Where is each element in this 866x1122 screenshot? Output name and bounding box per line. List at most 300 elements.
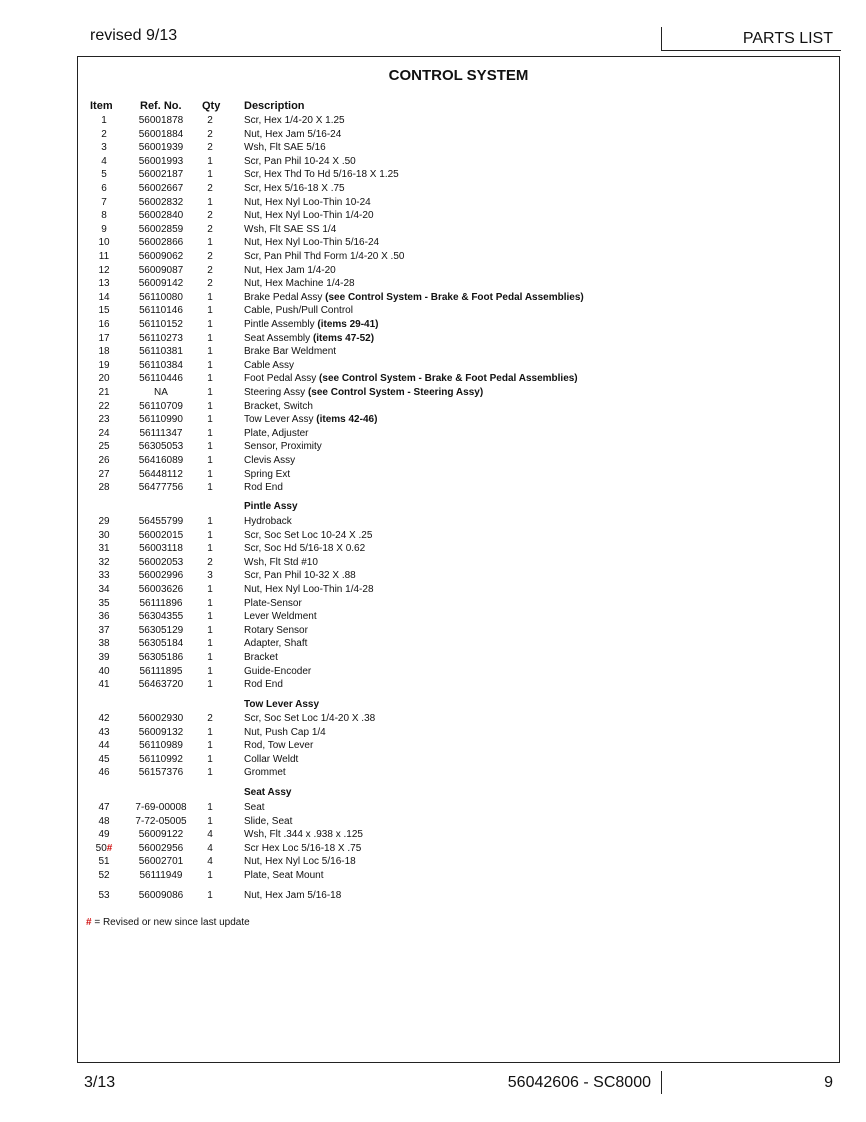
item-number [78,427,130,440]
page-frame [77,56,840,1063]
item-number-value: 31 [98,543,110,555]
description-text: Nut, Hex Machine 1/4-28 [244,278,355,290]
ref-number: 56002996 [138,570,184,582]
description-text: Scr, Soc Hd 5/16-18 X 0.62 [244,543,366,555]
quantity: 1 [207,611,213,623]
quantity: 4 [207,856,213,868]
description-text: Rod, Tow Lever [244,740,314,752]
ref-number: 56110446 [139,373,183,385]
description [244,665,311,678]
table-row [78,209,839,222]
ref-number: 56002866 [138,237,184,249]
quantity: 1 [207,332,213,344]
quantity: 2 [207,115,213,126]
description [244,440,322,453]
col-header-qty: Qty [202,100,221,112]
description [244,815,292,828]
quantity: 2 [207,713,213,724]
item-number-value: 17 [98,332,110,344]
ref-number: 56002832 [138,196,184,208]
quantity: 1 [207,726,213,738]
quantity: 1 [207,414,213,426]
table-row [78,610,839,623]
description [244,223,336,236]
table-row [78,815,839,828]
item-number [78,529,130,542]
item-number [78,665,130,678]
quantity: 2 [207,223,213,235]
ref-number: 56305184 [138,638,184,650]
ref-number: 56110146 [139,305,183,317]
description [244,569,356,582]
item-number [78,236,130,249]
table-row [78,454,839,467]
item-number [78,345,130,358]
item-number [78,889,130,902]
table-row [78,556,839,569]
item-number-value: 8 [101,210,107,222]
description [244,842,361,855]
description [244,583,374,596]
quantity: 1 [207,482,213,494]
quantity: 4 [207,829,213,841]
item-number-value: 5 [101,169,107,181]
table-row [78,318,839,331]
quantity: 1 [207,373,213,385]
description-text: Hydroback [244,516,292,527]
item-number-value: 30 [98,529,110,541]
ref-number: 56002956 [138,842,184,854]
ref-number: 7-72-05005 [135,815,187,827]
description [244,345,336,358]
item-number-value: 34 [98,584,110,595]
item-number [78,556,130,569]
item-number [78,766,130,779]
description [244,155,356,168]
description-text: Nut, Hex Nyl Loc 5/16-18 [244,856,356,868]
item-number [78,753,130,766]
description-text: Grommet [244,767,286,779]
table-row [78,440,839,453]
ref-number: 56003118 [139,543,183,555]
item-number [78,468,130,481]
description [244,359,294,372]
quantity: 2 [207,278,213,290]
item-number [78,842,130,855]
ref-number: 7-69-00008 [135,802,187,813]
item-number-value: 40 [98,665,110,677]
ref-number: 56416089 [138,455,184,466]
table-row [78,236,839,249]
ref-number: 56002701 [138,856,184,868]
description [244,739,313,752]
section-heading: Pintle Assy [244,501,298,512]
description-text: Plate, Seat Mount [244,870,324,881]
description [244,678,283,691]
quantity: 1 [207,387,213,398]
description [244,250,404,263]
description-text: Scr, Hex 1/4-20 X 1.25 [244,115,345,126]
item-number [78,209,130,222]
table-row [78,515,839,528]
table-row [78,583,839,596]
quantity: 1 [207,319,213,330]
item-number-value: 36 [98,611,110,623]
quantity: 2 [207,556,213,568]
ref-number: 56110989 [139,740,183,752]
item-number [78,869,130,882]
quantity: 1 [207,597,213,609]
quantity: 1 [207,890,213,901]
table-row [78,726,839,739]
item-number [78,141,130,154]
quantity: 1 [207,237,213,249]
description-text: Lever Weldment [244,611,317,623]
quantity: 1 [207,359,213,371]
description [244,726,326,739]
quantity: 1 [207,516,213,527]
revised-mark: # [106,842,113,854]
quantity: 1 [207,815,213,827]
item-number-value: 27 [98,468,110,480]
quantity: 1 [207,740,213,752]
description [244,128,341,141]
description-text: Cable Assy [244,359,295,371]
table-row [78,182,839,195]
quantity: 1 [207,624,213,636]
description [244,236,379,249]
description-text: Bracket [244,652,278,663]
item-number [78,291,130,304]
ref-number: 56110990 [139,414,183,426]
quantity: 2 [207,210,213,222]
section-heading: Tow Lever Assy [244,699,320,710]
quantity: 1 [207,665,213,677]
section-label: PARTS LIST [742,30,833,47]
table-row [78,427,839,440]
quantity: 4 [207,842,213,854]
item-number [78,400,130,413]
quantity: 1 [207,802,213,813]
item-number [78,678,130,691]
legend-text: = Revised or new since last update [91,917,250,928]
item-number-value: 35 [98,597,110,609]
description-text: Scr, Pan Phil 10-32 X .88 [244,570,356,582]
description [244,264,336,277]
item-number-value: 24 [98,427,110,439]
footer-doc-number: 56042606 - SC8000 [507,1074,651,1091]
item-number [78,277,130,290]
item-number-value: 53 [98,890,110,901]
item-number-value: 2 [101,128,107,140]
description [244,413,377,426]
table-row [78,155,839,168]
item-number-value: 42 [98,713,110,724]
item-number [78,597,130,610]
quantity: 1 [207,679,213,691]
ref-number: NA [154,387,168,398]
description [244,712,375,725]
ref-number: 56110709 [139,400,183,412]
item-number [78,801,130,814]
description-note: (see Control System - Steering Assy) [307,387,484,398]
item-number-value: 22 [98,400,110,412]
ref-number: 56001884 [138,128,184,140]
item-number-value: 15 [98,305,110,317]
description-text: Nut, Hex Jam 1/4-20 [244,264,336,276]
table-row [78,264,839,277]
item-number [78,114,130,127]
ref-number: 56463720 [138,679,184,691]
item-number-value: 38 [98,638,110,650]
description-text: Scr, Pan Phil 10-24 X .50 [244,155,356,167]
description-text: Scr, Pan Phil Thd Form 1/4-20 X .50 [244,251,405,262]
col-header-item: Item [90,100,113,112]
item-number-value: 44 [98,740,110,752]
description-text: Nut, Hex Jam 5/16-18 [244,890,342,901]
ref-number: 56305129 [138,624,184,636]
header-underline [661,50,841,51]
item-number-value: 52 [98,870,110,881]
description-text: Tow Lever Assy [244,414,314,426]
ref-number: 56111347 [139,427,183,439]
item-number-value: 45 [98,753,110,765]
table-row [78,196,839,209]
description [244,481,283,494]
description [244,427,308,440]
quantity: 2 [207,128,213,140]
item-number [78,855,130,868]
description-text: Rod End [244,482,283,494]
description-text: Clevis Assy [244,455,296,466]
table-row [78,114,839,127]
description [244,114,345,127]
item-number-value: 21 [98,387,110,398]
ref-number: 56110080 [139,291,183,303]
item-number-value: 10 [98,237,110,249]
footer-divider [661,1071,662,1094]
item-number [78,128,130,141]
item-number [78,386,130,399]
parts-table [78,57,839,1062]
ref-number: 56110384 [139,359,183,371]
table-row [78,624,839,637]
item-number [78,624,130,637]
section-heading: Seat Assy [244,787,292,798]
description-text: Brake Pedal Assy [244,291,323,303]
quantity: 1 [207,346,213,358]
ref-number: 56110381 [139,346,183,358]
ref-number: 56009086 [138,890,184,901]
item-number-value: 12 [98,264,110,276]
item-number [78,304,130,317]
item-number [78,712,130,725]
description [244,400,313,413]
item-number-value: 19 [98,359,110,371]
description [244,304,353,317]
description-text: Plate, Adjuster [244,427,309,439]
quantity: 1 [207,169,213,181]
description-text: Sensor, Proximity [244,441,322,453]
table-row [78,569,839,582]
description [244,597,302,610]
description-text: Spring Ext [244,468,291,480]
table-row [78,678,839,691]
ref-number: 56001993 [138,155,184,167]
item-number-value: 23 [98,414,110,426]
quantity: 1 [207,291,213,303]
ref-number: 56110992 [139,753,183,765]
item-number-value: 48 [98,815,110,827]
table-row [78,481,839,494]
description-text: Steering Assy [244,387,306,398]
item-number-value: 39 [98,652,110,663]
header-divider [661,27,662,50]
ref-number: 56002840 [138,210,184,222]
quantity: 1 [207,753,213,765]
description-text: Cable, Push/Pull Control [244,305,353,317]
table-row [78,637,839,650]
item-number-value: 16 [98,319,110,330]
table-row [78,345,839,358]
description-text: Collar Weldt [244,753,299,765]
description [244,332,374,345]
footer-date: 3/13 [84,1074,116,1091]
table-row [78,413,839,426]
item-number [78,359,130,372]
item-number-value: 49 [98,829,110,841]
quantity: 2 [207,264,213,276]
description [244,454,295,467]
col-header-ref: Ref. No. [140,100,182,112]
description [244,610,317,623]
description [244,828,363,841]
item-number [78,651,130,664]
item-number [78,515,130,528]
quantity: 1 [207,400,213,412]
ref-number: 56002859 [138,223,184,235]
quantity: 1 [207,196,213,208]
description-text: Nut, Push Cap 1/4 [244,726,326,738]
table-row [78,712,839,725]
description [244,468,290,481]
quantity: 1 [207,529,213,541]
description [244,801,265,814]
ref-number: 56009122 [138,829,184,841]
description [244,182,345,195]
description-text: Scr, Soc Set Loc 1/4-20 X .38 [244,713,376,724]
table-row [78,828,839,841]
item-number [78,583,130,596]
description [244,515,292,528]
description [244,637,307,650]
description-text: Scr, Hex 5/16-18 X .75 [244,183,345,194]
quantity: 1 [207,652,213,663]
table-row [78,801,839,814]
description-text: Nut, Hex Jam 5/16-24 [244,128,342,140]
legend-mark: # [86,917,92,928]
item-number-value: 1 [101,115,107,126]
description [244,556,318,569]
item-number [78,815,130,828]
description [244,141,326,154]
description-text: Seat Assembly [244,332,311,344]
quantity: 3 [207,570,213,582]
item-number-value: 3 [101,142,107,154]
description-note: (see Control System - Brake & Foot Pedal Assemblies) [325,291,584,303]
item-number-value: 14 [98,291,110,303]
item-number-value: 46 [98,767,110,779]
description-text: Rotary Sensor [244,624,308,636]
item-number-value: 11 [98,251,110,262]
quantity: 1 [207,543,213,555]
table-row [78,869,839,882]
ref-number: 56304355 [138,611,184,623]
description-text: Wsh, Flt SAE 5/16 [244,142,326,154]
ref-number: 56111949 [139,870,183,881]
item-number [78,332,130,345]
item-number-value: 32 [98,556,110,568]
table-row [78,128,839,141]
revision-label: revised 9/13 [90,27,178,44]
quantity: 1 [207,305,213,317]
ref-number: 56009142 [138,278,184,290]
item-number [78,223,130,236]
ref-number: 56009062 [138,251,184,262]
quantity: 1 [207,638,213,650]
table-row [78,400,839,413]
ref-number: 56111896 [139,597,183,609]
description-text: Slide, Seat [244,815,293,827]
item-number [78,196,130,209]
ref-number: 56448112 [139,468,183,480]
item-number-value: 20 [98,373,110,385]
item-number-value: 9 [101,223,107,235]
col-header-description: Description [244,100,305,112]
description-text: Scr Hex Loc 5/16-18 X .75 [244,842,362,854]
item-number [78,372,130,385]
quantity: 1 [207,441,213,453]
quantity: 2 [207,183,213,194]
description-text: Rod End [244,679,283,691]
table-row [78,223,839,236]
table-row [78,304,839,317]
description-text: Wsh, Flt Std #10 [244,556,318,568]
quantity: 1 [207,455,213,466]
item-number-value: 33 [98,570,110,582]
description [244,209,374,222]
description-text: Nut, Hex Nyl Loo-Thin 10-24 [244,196,371,208]
description-note: (items 42-46) [316,414,378,426]
description-text: Bracket, Switch [244,400,313,412]
description-text: Wsh, Flt .344 x .938 x .125 [244,829,363,841]
ref-number: 56001939 [138,142,184,154]
ref-number: 56477756 [138,482,184,494]
quantity: 1 [207,155,213,167]
item-number-value: 26 [98,455,110,466]
table-row [78,359,839,372]
table-row [78,855,839,868]
quantity: 1 [207,584,213,595]
item-number-value: 29 [98,516,110,527]
description-text: Plate-Sensor [244,597,302,609]
quantity: 1 [207,767,213,779]
item-number [78,726,130,739]
ref-number: 56009132 [138,726,184,738]
ref-number: 56455799 [138,516,184,527]
item-number [78,318,130,331]
ref-number: 56110273 [139,332,183,344]
